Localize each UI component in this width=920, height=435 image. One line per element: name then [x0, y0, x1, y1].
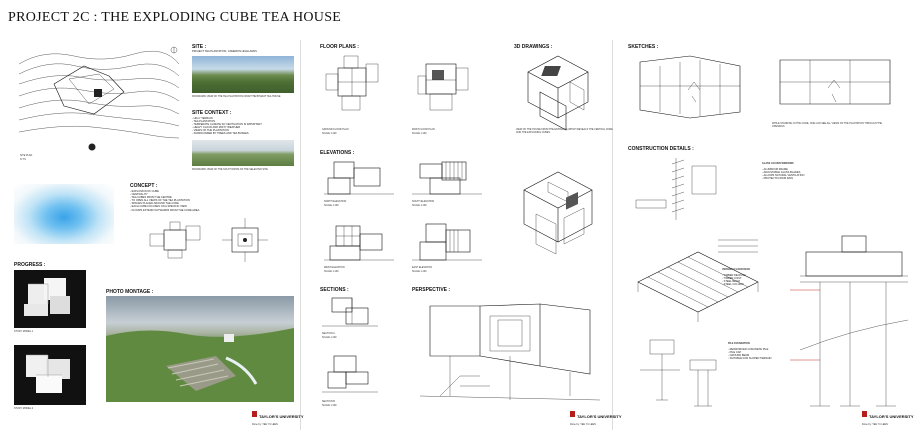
site-plan-label: SITE PLAN: [20, 154, 33, 157]
3d-drawings-heading: 3D DRAWINGS :: [514, 44, 553, 50]
pile-note: - REINFORCED CONCRETE PILE: [728, 348, 769, 351]
concept-watercolor: [14, 184, 114, 244]
site-panorama-photo: [192, 56, 294, 93]
site-plan-drawing: [14, 44, 184, 154]
section-b-label: SECTION B: [322, 400, 335, 403]
west-elevation-scale: SCALE 1:100: [324, 270, 339, 273]
pile-note: - GROUND BEAM: [728, 354, 750, 358]
study-model-2-photo: [14, 345, 86, 405]
sections-heading: SECTIONS :: [320, 287, 349, 293]
sketch-caption: WHILE STANDING IN THE CORE, ONE CAN SEE ALL VIEWS OF THE PLANTATION THROUGH THE OPENINGS: [772, 122, 882, 128]
footer-school: TAYLOR'S UNIVERSITY: [869, 414, 914, 419]
site-photo-caption: PANORAMIC VIEW OF THE TEA PLANTATION FROM THE BHARAT TEA HOUSE: [192, 95, 281, 98]
east-elevation-label: EAST ELEVATION: [412, 266, 432, 269]
glass-note: - ALUMINIUM FRAME: [762, 168, 788, 171]
north-elevation-label: NORTH ELEVATION: [324, 200, 347, 203]
first-floor-plan: [412, 50, 472, 122]
construction-section-drawing: [790, 230, 910, 410]
footer-logo-1: [252, 405, 304, 426]
site-south-photo: [192, 140, 294, 166]
concept-list: [130, 190, 295, 212]
site-photo2-caption: PANORAMIC VIEW OF THE SOUTH FROM OF THE SELECTED SITE: [192, 168, 268, 171]
veranda-note: - STEEL COLUMN: [722, 283, 744, 287]
site-plan-scale: N.T.S: [20, 158, 26, 161]
sketch-1: [630, 52, 750, 122]
section-a-scale: SCALE 1:100: [322, 336, 337, 339]
west-elevation: [324, 220, 394, 264]
perspective-drawing: [420, 296, 600, 406]
page-title: PROJECT 2C : THE EXPLODING CUBE TEA HOUSE: [8, 10, 342, 25]
glass-notes: [762, 168, 804, 180]
ground-floor-label: GROUND FLOOR PLAN: [322, 128, 349, 131]
photo-montage-heading: PHOTO MONTAGE :: [106, 289, 154, 295]
university-logo-icon: [862, 411, 867, 417]
south-elevation: [412, 158, 482, 198]
east-elevation: [412, 220, 482, 264]
veranda-note: - TIMBER JOIST: [722, 277, 742, 281]
south-elevation-scale: SCALE 1:100: [412, 204, 427, 207]
concept-line: - CENTRALITY: [130, 193, 148, 197]
site-heading: SITE :: [192, 44, 207, 50]
3d-drawing-caption: VIEW OF THE HOUSE FROM THE ENTRANCE WHICH REVEALS THE CENTRAL CORE AND THE EXPLODING CUBES: [516, 128, 613, 134]
first-floor-scale: SCALE 1:100: [412, 132, 427, 135]
footer-author: Done by: YEE YU LEEN: [252, 423, 278, 426]
concept-line: - EXPLOSION OF CUBE: [130, 190, 159, 193]
first-floor-label: FIRST FLOOR PLAN: [412, 128, 435, 131]
construction-detail-deck: [628, 232, 768, 322]
context-line: - TEA PLANTATION: [192, 120, 216, 124]
site-context-heading: SITE CONTEXT :: [192, 110, 232, 116]
3d-drawing-bottom: [518, 168, 600, 258]
south-elevation-label: SOUTH ELEVATION: [412, 200, 435, 203]
north-elevation: [324, 158, 394, 198]
university-logo-icon: [252, 411, 257, 417]
study-model-1-caption: STUDY MODEL 1: [14, 330, 34, 333]
section-b-scale: SCALE 1:100: [322, 404, 337, 407]
pile-note: - PILE CAP: [728, 351, 742, 355]
concept-line: - EACH CUBE FOCUSES ON A SPECIFIC VIEW: [130, 205, 187, 209]
perspective-heading: PERSPECTIVE :: [412, 287, 451, 293]
glass-note: - PROTECTS FROM RAIN: [762, 177, 793, 181]
pile-notes: [728, 348, 771, 360]
footer-logo-2: [570, 405, 622, 426]
construction-detail-pile: [640, 330, 730, 410]
concept-heading: CONCEPT :: [130, 183, 158, 189]
sketch-2: [770, 52, 900, 112]
context-line: - SURROUNDED BY TREES AND TEA BUSHES: [192, 132, 249, 136]
veranda-title: VERANDA FLOOR DECK: [722, 268, 751, 271]
construction-heading: CONSTRUCTION DETAILS :: [628, 146, 694, 152]
veranda-note: - TIMBER DECKING: [722, 274, 746, 277]
construction-detail-window: [632, 154, 722, 224]
concept-diagram-2: [220, 218, 270, 262]
site-subtitle: PROJECT TEA PLANTATION, CAMERON HIGHLANDS: [192, 50, 257, 53]
glass-louver-title: GLASS LOUVER WINDOWS: [762, 162, 794, 165]
concept-diagram-1: [146, 220, 206, 260]
section-a-label: SECTION A: [322, 332, 335, 335]
pile-title: PILE FOUNDATION: [728, 342, 750, 345]
east-elevation-scale: SCALE 1:100: [412, 270, 427, 273]
context-line: - HEAVY CLOUD AND MISTY WEATHER: [192, 126, 241, 130]
context-line: - HILLY TERRAIN: [192, 117, 213, 120]
section-b: [322, 352, 378, 396]
ground-floor-scale: SCALE 1:100: [322, 132, 337, 135]
ground-floor-plan: [322, 52, 382, 122]
footer-school: TAYLOR'S UNIVERSITY: [577, 414, 622, 419]
footer-author: Done by: YEE YU LEEN: [570, 423, 596, 426]
sketches-heading: SKETCHES :: [628, 44, 659, 50]
veranda-notes: [722, 274, 746, 286]
3d-drawing-top: [518, 52, 598, 134]
study-model-2-caption: STUDY MODEL 2: [14, 407, 34, 410]
university-logo-icon: [570, 411, 575, 417]
concept-line: - FLOORS EXTEND OUTWARDS FROM THE CORE AREA: [130, 208, 200, 212]
north-elevation-scale: SCALE 1:100: [324, 204, 339, 207]
section-a: [322, 294, 378, 330]
site-context-list: [192, 117, 297, 136]
glass-note: - ALLOWS NATURAL VENTILATION: [762, 174, 805, 178]
column-divider: [612, 40, 613, 430]
progress-heading: PROGRESS :: [14, 262, 46, 268]
photo-montage-image: [106, 296, 294, 402]
concept-line: - SPACES PLACED AROUND THE CORE: [130, 202, 179, 206]
pile-note: - SUITABLE FOR SLOPED TERRAIN: [728, 357, 772, 361]
glass-note: - ADJUSTABLE GLASS BLADES: [762, 171, 801, 175]
west-elevation-label: WEST ELEVATION: [324, 266, 345, 269]
column-divider: [300, 40, 301, 430]
context-line: - VIEWS OF THE PLANTATION: [192, 129, 229, 133]
floor-plans-heading: FLOOR PLANS :: [320, 44, 359, 50]
footer-author: Done by: YEE YU LEEN: [862, 423, 888, 426]
footer-school: TAYLOR'S UNIVERSITY: [259, 414, 304, 419]
concept-line: - TEA CUBES FROM THE CENTRE: [130, 196, 172, 200]
footer-logo-3: [862, 405, 914, 426]
study-model-1-photo: [14, 270, 86, 328]
context-line: - TEMPERATE CLIMATE SO VENTILATION IS IMPORTANT: [192, 123, 262, 127]
veranda-note: - STEEL BEAM: [722, 280, 740, 284]
concept-line: - TO OPEN ALL VIEWS OF THE TEA PLANTATION: [130, 199, 190, 203]
elevations-heading: ELEVATIONS :: [320, 150, 355, 156]
